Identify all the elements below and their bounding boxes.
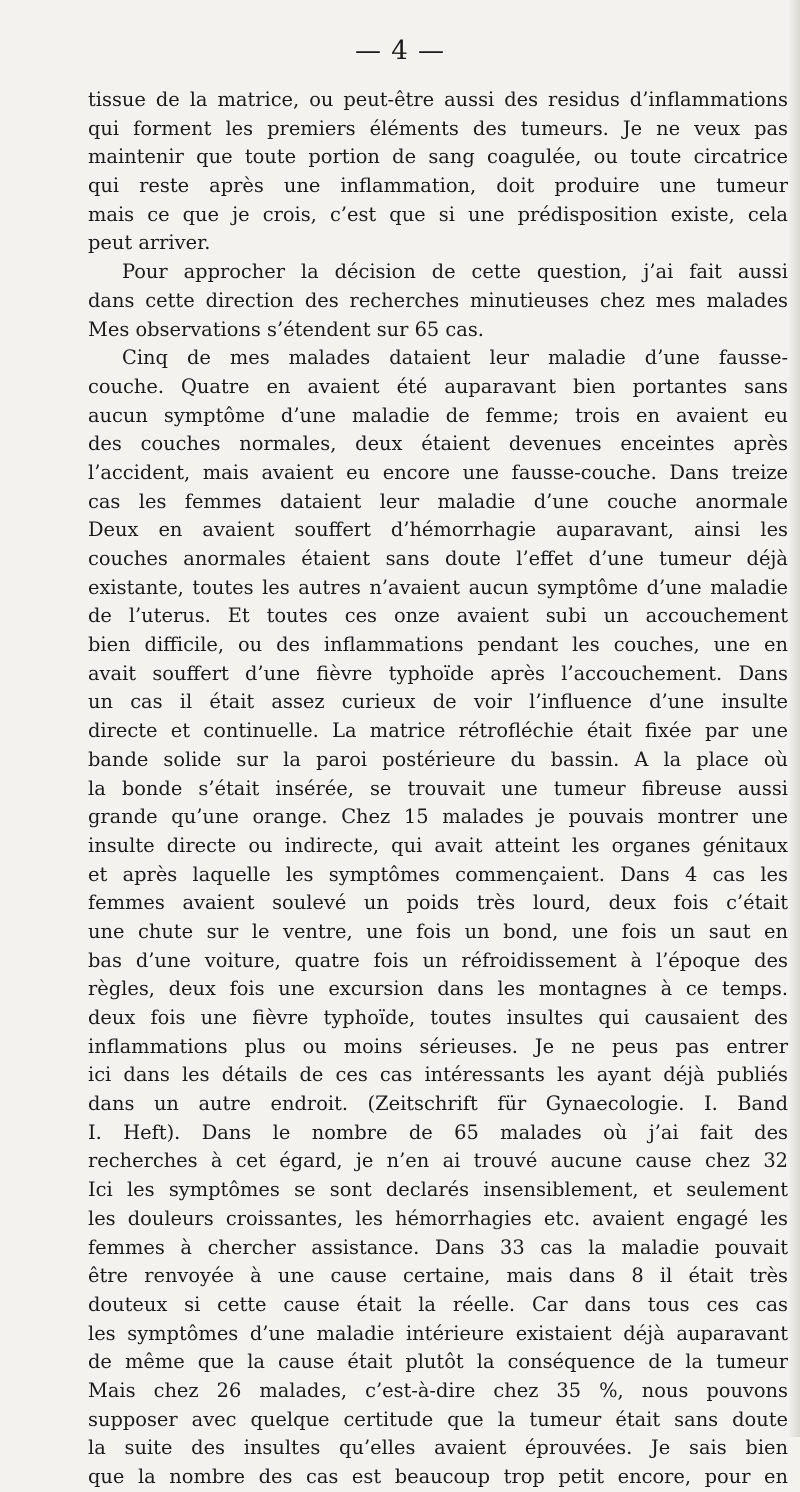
text-line: que la nombre des cas est beaucoup trop petit encore, pour en	[88, 1465, 788, 1488]
text-line: femmes avaient soulevé un poids très lourd, deux fois c’était	[88, 891, 788, 915]
text-line: les douleurs croissantes, les hémorrhagies etc. avaient engagé les	[88, 1206, 788, 1230]
text-line: supposer avec quelque certitude que la tumeur était sans doute	[88, 1407, 788, 1431]
text-line: de même que la cause était plutôt la conséquence de la tumeur	[88, 1350, 788, 1374]
text-line: mais ce que je crois, c’est que si une prédisposition existe, cela	[88, 202, 788, 226]
text-line: qui forment les premiers éléments des tumeurs. Je ne veux pas	[88, 116, 788, 140]
text-line: Mes observations s’étendent sur 65 cas.	[88, 317, 484, 341]
page-number: — 4 —	[354, 36, 446, 66]
text-line: femmes à chercher assistance. Dans 33 cas la maladie pouvait	[88, 1235, 788, 1259]
text-line: de l’uterus. Et toutes ces onze avaient subi un accouchement	[88, 604, 788, 628]
text-line: la suite des insultes qu’elles avaient éprouvées. Je sais bien	[88, 1436, 788, 1460]
text-line: et après laquelle les symptômes commençaient. Dans 4 cas les	[88, 862, 788, 886]
text-line: douteux si cette cause était la réelle. Car dans tous ces cas	[88, 1292, 788, 1316]
text-line: Ici les symptômes se sont declarés insensiblement, et seulement	[88, 1178, 788, 1202]
text-line: la bonde s’était insérée, se trouvait une tumeur fibreuse aussi	[88, 776, 788, 800]
text-line: inflammations plus ou moins sérieuses. Je ne peus pas entrer	[88, 1034, 788, 1058]
text-line: être renvoyée à une cause certaine, mais dans 8 il était très	[88, 1264, 788, 1288]
text-line: ici dans les détails de ces cas intéressants les ayant déjà publiés	[88, 1063, 788, 1087]
text-line: bien difficile, ou des inflammations pendant les couches, une en	[88, 633, 788, 657]
body-text	[88, 86, 788, 1492]
text-line: qui reste après une inflammation, doit produire une tumeur	[88, 174, 788, 198]
text-line: dans un autre endroit. (Zeitschrift für Gynaecologie. I. Band	[88, 1092, 788, 1116]
text-line: Mais chez 26 malades, c’est-à-dire chez 35 %, nous pouvons	[88, 1378, 788, 1402]
page-edge-shadow	[788, 0, 800, 1437]
text-line: Pour approcher la décision de cette question, j’ai fait aussi	[122, 260, 788, 284]
text-line: l’accident, mais avaient eu encore une fausse-couche. Dans treize	[88, 460, 788, 484]
text-line: insulte directe ou indirecte, qui avait atteint les organes génitaux	[88, 833, 788, 857]
text-line: bande solide sur la paroi postérieure du bassin. A la place où	[88, 747, 788, 771]
text-line: deux fois une fièvre typhoïde, toutes insultes qui causaient des	[88, 1006, 788, 1029]
text-line: dans cette direction des recherches minutieuses chez mes malades	[88, 288, 788, 312]
text-line: Deux en avaient souffert d’hémorrhagie auparavant, ainsi les	[88, 518, 788, 542]
text-line: tissue de la matrice, ou peut-être aussi des residus d’inflammations	[88, 88, 788, 111]
text-line: bas d’une voiture, quatre fois un réfroidissement à l’époque des	[88, 948, 788, 972]
text-line: couche. Quatre en avaient été auparavant bien portantes sans	[88, 374, 788, 398]
text-line: recherches à cet égard, je n’en ai trouvé aucune cause chez 32	[88, 1149, 788, 1173]
text-line: directe et continuelle. La matrice rétrofléchie était fixée par une	[88, 719, 788, 743]
text-line: grande qu’une orange. Chez 15 malades je pouvais montrer une	[88, 805, 788, 829]
text-line: maintenir que toute portion de sang coagulée, ou toute circatrice	[88, 145, 788, 169]
text-line: avait souffert d’une fièvre typhoïde après l’accouchement. Dans	[88, 661, 788, 685]
text-line: une chute sur le ventre, une fois un bond, une fois un saut en	[88, 919, 788, 943]
text-line: couches anormales étaient sans doute l’effet d’une tumeur déjà	[88, 547, 788, 570]
text-line: Cinq de mes malades dataient leur maladie d’une fausse-	[122, 346, 788, 370]
text-line: les symptômes d’une maladie intérieure existaient déjà auparavant	[88, 1321, 788, 1345]
text-line: des couches normales, deux étaient devenues enceintes après	[88, 432, 788, 456]
text-line: un cas il était assez curieux de voir l’influence d’une insulte	[88, 690, 788, 714]
text-line: aucun symptôme d’une maladie de femme; trois en avaient eu	[88, 403, 788, 427]
text-line: règles, deux fois une excursion dans les montagnes à ce temps.	[88, 977, 788, 1001]
text-line: peut arriver.	[88, 231, 211, 255]
text-line: existante, toutes les autres n’avaient aucun symptôme d’une maladie	[88, 575, 788, 599]
text-line: I. Heft). Dans le nombre de 65 malades où j’ai fait des	[88, 1120, 788, 1144]
text-line: cas les femmes dataient leur maladie d’une couche anormale	[88, 489, 788, 513]
